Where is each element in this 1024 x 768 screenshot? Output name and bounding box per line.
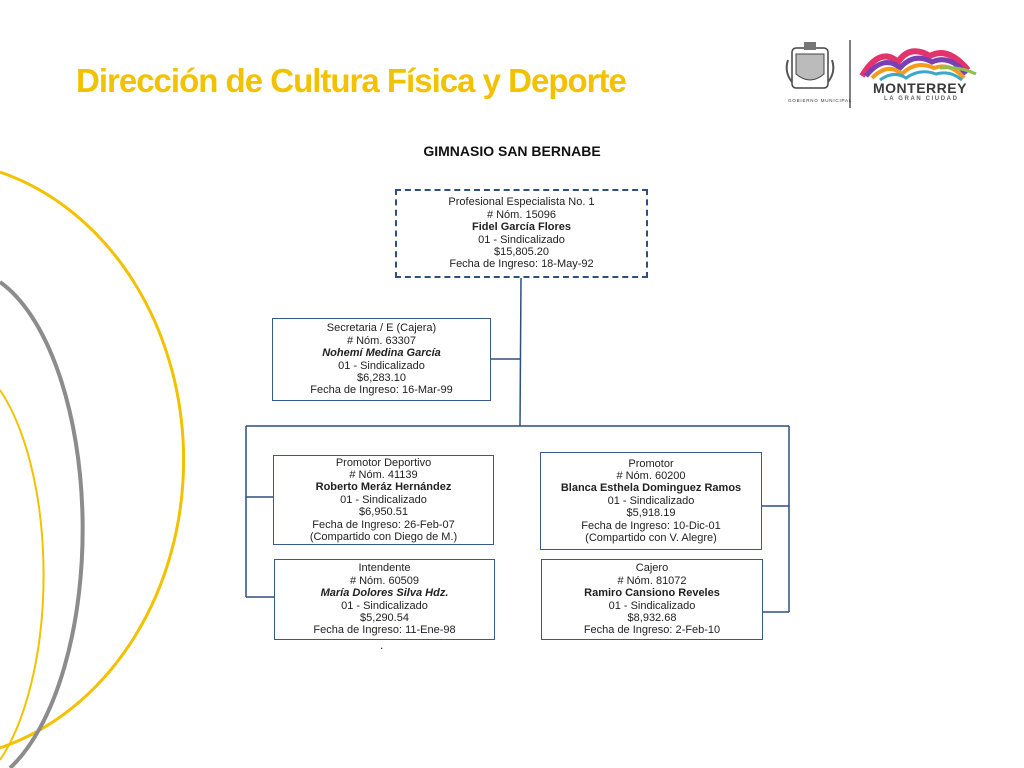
org-node-intendente (274, 559, 495, 640)
node-date: Fecha de Ingreso: 2-Feb-10 (583, 624, 721, 637)
org-node-cajero (541, 559, 763, 640)
trailing-mark: . (380, 638, 384, 652)
municipal-caption: GOBIERNO MUNICIPAL (788, 98, 853, 103)
node-role: Profesional Especialista No. 1 (448, 196, 595, 209)
org-node-promotor-deportivo (273, 455, 494, 545)
node-name: Nohemí Medina García (322, 347, 441, 360)
trunk-line (520, 278, 521, 426)
node-name: Blanca Esthela Dominguez Ramos (560, 482, 742, 495)
node-role: Secretaria / E (Cajera) (326, 322, 437, 335)
org-node-promotor (540, 452, 762, 550)
node-salary: $6,950.51 (359, 506, 408, 519)
node-status: 01 - Sindicalizado (338, 359, 425, 372)
node-status: 01 - Sindicalizado (607, 494, 695, 507)
node-role: Intendente (358, 562, 411, 575)
node-name: Roberto Meráz Hernández (315, 481, 452, 494)
page-title: Dirección de Cultura Física y Deporte (76, 62, 626, 99)
org-node-secretary (272, 318, 491, 401)
org-node-head (395, 189, 648, 278)
node-date: Fecha de Ingreso: 18-May-92 (449, 258, 594, 271)
node-number: # Nóm. 60509 (349, 574, 420, 587)
node-number: # Nóm. 81072 (617, 574, 687, 587)
node-number: # Nóm. 63307 (346, 334, 417, 347)
node-salary: $5,290.54 (360, 611, 409, 624)
node-note: (Compartido con V. Alegre) (585, 532, 717, 545)
node-status: 01 - Sindicalizado (341, 599, 428, 612)
node-number: # Nóm. 15096 (486, 208, 557, 221)
node-salary: $5,918.19 (626, 507, 676, 520)
node-date: Fecha de Ingreso: 10-Dic-01 (581, 519, 721, 532)
chart-subtitle: GIMNASIO SAN BERNABE (423, 143, 601, 159)
city-tagline: LA GRAN CIUDAD (884, 96, 959, 102)
node-number: # Nóm. 60200 (616, 469, 686, 482)
node-number: # Nóm. 41139 (349, 468, 418, 481)
node-name: Ramiro Cansiono Reveles (584, 587, 720, 600)
node-date: Fecha de Ingreso: 16-Mar-99 (310, 384, 453, 397)
node-status: 01 - Sindicalizado (340, 493, 427, 506)
node-role: Promotor Deportivo (335, 456, 432, 469)
city-name: MONTERREY (873, 80, 967, 96)
node-status: 01 - Sindicalizado (608, 599, 696, 612)
node-role: Cajero (635, 562, 669, 575)
node-name: Fidel García Flores (471, 221, 572, 234)
node-date: Fecha de Ingreso: 11-Ene-98 (313, 624, 456, 637)
node-salary: $15,805.20 (493, 245, 550, 258)
node-note: (Compartido con Diego de M.) (309, 531, 458, 544)
node-date: Fecha de Ingreso: 26-Feb-07 (312, 518, 455, 531)
node-role: Promotor (628, 457, 674, 470)
node-status: 01 - Sindicalizado (478, 233, 565, 246)
node-salary: $8,932.68 (627, 611, 677, 624)
node-name: María Dolores Silva Hdz. (320, 587, 449, 600)
node-salary: $6,283.10 (357, 371, 406, 384)
